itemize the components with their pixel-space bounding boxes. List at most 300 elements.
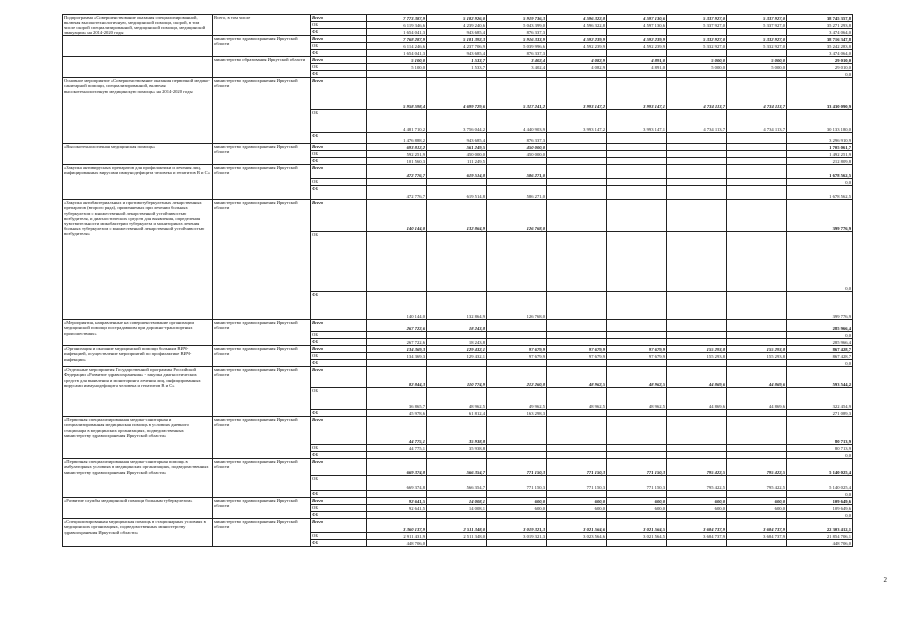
year-value-cell: 5 337 927,0 — [727, 15, 787, 22]
year-value-cell: 163 298,3 — [487, 410, 547, 417]
year-value-cell — [727, 491, 787, 498]
year-value-cell — [607, 292, 667, 320]
year-value-cell — [667, 320, 727, 332]
year-value-cell: 4 734 113,7 — [727, 78, 787, 110]
year-value-cell: 4 734 113,7 — [727, 110, 787, 133]
year-value-cell — [667, 512, 727, 519]
year-value-cell: 586 271,0 — [487, 186, 547, 200]
total-value-cell: 0,0 — [787, 332, 853, 339]
year-value-cell: 126 768,0 — [487, 200, 547, 232]
year-value-cell: 5 182 926,0 — [427, 15, 487, 22]
year-value-cell: 5 100,0 — [367, 57, 427, 64]
year-value-cell: 5 332 927,0 — [667, 43, 727, 50]
year-value-cell — [427, 332, 487, 339]
year-value-cell: 267 722,6 — [367, 320, 427, 332]
funding-source-cell: Всего — [311, 459, 367, 476]
year-value-cell — [727, 50, 787, 57]
table-row — [63, 367, 853, 388]
total-value-cell: 867 428,7 — [787, 353, 853, 360]
year-value-cell — [427, 360, 487, 367]
year-value-cell: 619 514,8 — [427, 186, 487, 200]
year-value-cell: 134 369,3 — [367, 346, 427, 353]
year-value-cell: 943 685,4 — [427, 29, 487, 36]
total-value-cell: 0,0 — [787, 71, 853, 78]
year-value-cell: 5 181 392,3 — [427, 36, 487, 43]
year-value-cell — [667, 144, 727, 151]
year-value-cell: 267 722,6 — [367, 339, 427, 346]
measure-name-cell: «Первичная специализированная медико-санитарная и специализированная медицинская помощь в условиях дневного стационара в медицинских организациях, подведомственных министерству здравоохранения Иркутской области» — [63, 417, 213, 459]
year-value-cell: 48 962,5 — [607, 388, 667, 410]
year-value-cell — [547, 144, 607, 151]
year-value-cell — [547, 71, 607, 78]
measure-name-cell: «Специализированная медицинская помощь в стационарных условиях в медицинских организациях, подведомственных министерству здравоохранения Иркутской области» — [63, 519, 213, 547]
year-value-cell: 619 514,8 — [427, 165, 487, 179]
total-value-cell: 0,0 — [787, 512, 853, 519]
funding-source-cell: ФБ — [311, 158, 367, 165]
year-value-cell: 4 734 113,7 — [667, 110, 727, 133]
total-value-cell: 593 544,2 — [787, 367, 853, 388]
executor-cell: Всего, в том числе — [213, 15, 311, 36]
year-value-cell: 155 293,8 — [727, 353, 787, 360]
total-value-cell: 1 678 562,5 — [787, 186, 853, 200]
table-row — [63, 498, 853, 505]
year-value-cell — [607, 179, 667, 186]
total-value-cell: 3 474 064,0 — [787, 50, 853, 57]
year-value-cell — [487, 179, 547, 186]
year-value-cell — [547, 158, 607, 165]
year-value-cell: 18 243,8 — [427, 339, 487, 346]
year-value-cell: 5 000,0 — [667, 64, 727, 71]
year-value-cell — [427, 71, 487, 78]
year-value-cell — [607, 540, 667, 547]
year-value-cell: 600,0 — [667, 505, 727, 512]
funding-source-cell: ОБ — [311, 43, 367, 50]
year-value-cell — [547, 165, 607, 179]
total-value-cell: 29 010,0 — [787, 64, 853, 71]
year-value-cell: 5 916 333,9 — [487, 36, 547, 43]
year-value-cell: 876 337,3 — [487, 50, 547, 57]
year-value-cell: 4 891,0 — [607, 57, 667, 64]
total-value-cell: 1 492 251,9 — [787, 151, 853, 158]
total-value-cell: 212 809,8 — [787, 158, 853, 165]
year-value-cell — [547, 339, 607, 346]
year-value-cell: 1 533,7 — [427, 64, 487, 71]
year-value-cell: 3 360 137,9 — [367, 519, 427, 533]
year-value-cell — [547, 332, 607, 339]
funding-source-cell: ОБ — [311, 22, 367, 29]
year-value-cell: 7 768 287,9 — [367, 36, 427, 43]
year-value-cell — [727, 29, 787, 36]
year-value-cell: 3 684 737,9 — [667, 519, 727, 533]
year-value-cell: 35 938,8 — [427, 445, 487, 452]
year-value-cell: 3 684 737,9 — [667, 533, 727, 540]
funding-source-cell: ОБ — [311, 179, 367, 186]
year-value-cell: 600,0 — [607, 505, 667, 512]
year-value-cell: 561 249,5 — [427, 144, 487, 151]
table-row — [63, 144, 853, 151]
year-value-cell: 6 114 246,6 — [367, 43, 427, 50]
year-value-cell — [667, 540, 727, 547]
year-value-cell — [547, 540, 607, 547]
year-value-cell — [607, 445, 667, 452]
total-value-cell: 0,0 — [787, 179, 853, 186]
year-value-cell: 3 402,4 — [487, 64, 547, 71]
year-value-cell: 111 249,5 — [427, 158, 487, 165]
year-value-cell — [547, 133, 607, 144]
year-value-cell: 566 354,7 — [427, 459, 487, 476]
year-value-cell: 600,0 — [607, 498, 667, 505]
year-value-cell — [667, 360, 727, 367]
executor-cell: министерство образования Иркутской области — [213, 57, 311, 78]
year-value-cell — [607, 144, 667, 151]
year-value-cell: 212 260,8 — [487, 367, 547, 388]
year-value-cell: 5 000,0 — [727, 57, 787, 64]
year-value-cell: 4 699 729,6 — [427, 78, 487, 110]
year-value-cell: 771 150,3 — [487, 476, 547, 491]
year-value-cell: 592 251,9 — [367, 151, 427, 158]
year-value-cell — [607, 452, 667, 459]
year-value-cell: 4 239 240,6 — [427, 22, 487, 29]
measure-name-cell: Подпрограмма «Совершенствование оказания специализированной, включая высокотехнологичную, медицинской помощи, скорой, в том числе скорой специализированной, медицинской помощи, медицинской эвакуации» на 2014-2020 годы — [63, 15, 213, 36]
year-value-cell — [547, 452, 607, 459]
year-value-cell — [367, 179, 427, 186]
table-row — [63, 417, 853, 445]
year-value-cell: 3 023 564,6 — [547, 533, 607, 540]
funding-source-cell: ФБ — [311, 292, 367, 320]
year-value-cell: 44 869,6 — [667, 367, 727, 388]
year-value-cell: 3 993 147,2 — [547, 110, 607, 133]
funding-source-cell: Всего — [311, 144, 367, 151]
year-value-cell — [607, 165, 667, 179]
funding-source-cell: Всего — [311, 200, 367, 232]
total-value-cell: 448 706,0 — [787, 540, 853, 547]
year-value-cell — [427, 179, 487, 186]
year-value-cell: 5 919 736,3 — [487, 15, 547, 22]
year-value-cell: 92 641,5 — [367, 498, 427, 505]
year-value-cell — [547, 232, 607, 292]
year-value-cell — [727, 179, 787, 186]
year-value-cell: 3 019 321,3 — [487, 519, 547, 533]
total-value-cell: 33 430 090,9 — [787, 78, 853, 110]
funding-source-cell: ФБ — [311, 410, 367, 417]
year-value-cell — [487, 158, 547, 165]
measure-name-cell: «Первичная специализированная медико-санитарная помощь в амбулаторных условиях в медицинских организациях, подведомственных министерству здравоохранения Иркутской области» — [63, 459, 213, 498]
executor-cell: министерство здравоохранения Иркутской области — [213, 36, 311, 57]
measure-name-cell: «Закупка антивирусных препаратов для профилактики и лечения лиц, инфицированных вирусами иммунодефицита человека и гепатитов В и С» — [63, 165, 213, 200]
year-value-cell: 771 150,3 — [607, 459, 667, 476]
year-value-cell: 771 150,3 — [547, 476, 607, 491]
year-value-cell: 600,0 — [487, 498, 547, 505]
funding-source-cell: Всего — [311, 367, 367, 388]
year-value-cell — [727, 151, 787, 158]
year-value-cell — [607, 491, 667, 498]
funding-source-cell: Всего — [311, 417, 367, 445]
year-value-cell: 2 511 348,0 — [427, 519, 487, 533]
total-value-cell: 0,0 — [787, 360, 853, 367]
year-value-cell: 5 039 996,6 — [487, 43, 547, 50]
year-value-cell: 14 008,1 — [427, 505, 487, 512]
year-value-cell: 472 776,7 — [367, 165, 427, 179]
total-value-cell: 35 242 283,8 — [787, 43, 853, 50]
budget-table-body — [63, 15, 853, 547]
total-value-cell: 80 713,9 — [787, 417, 853, 445]
year-value-cell: 1 533,7 — [427, 57, 487, 64]
table-row — [63, 15, 853, 22]
year-value-cell: 35 938,8 — [427, 417, 487, 445]
year-value-cell — [487, 71, 547, 78]
year-value-cell — [667, 292, 727, 320]
year-value-cell — [367, 71, 427, 78]
year-value-cell — [427, 512, 487, 519]
year-value-cell: 4 891,0 — [607, 64, 667, 71]
year-value-cell: 97 679,9 — [547, 346, 607, 353]
year-value-cell — [727, 200, 787, 232]
year-value-cell — [667, 491, 727, 498]
year-value-cell: 1 654 041,3 — [367, 50, 427, 57]
total-value-cell: 109 649,6 — [787, 505, 853, 512]
year-value-cell: 155 293,8 — [667, 346, 727, 353]
year-value-cell: 3 021 564,5 — [607, 533, 667, 540]
year-value-cell — [367, 512, 427, 519]
year-value-cell: 876 337,3 — [487, 29, 547, 36]
year-value-cell — [667, 200, 727, 232]
year-value-cell — [547, 200, 607, 232]
funding-source-cell: ФБ — [311, 50, 367, 57]
year-value-cell: 4 237 706,9 — [427, 43, 487, 50]
year-value-cell: 450 000,0 — [427, 151, 487, 158]
funding-source-cell: ОБ — [311, 332, 367, 339]
year-value-cell — [487, 540, 547, 547]
year-value-cell: 129 432,1 — [427, 346, 487, 353]
year-value-cell: 45 978,6 — [367, 410, 427, 417]
total-value-cell: 285 966,4 — [787, 339, 853, 346]
year-value-cell — [727, 144, 787, 151]
year-value-cell: 4 596 322,8 — [547, 22, 607, 29]
year-value-cell: 3 993 147,2 — [547, 78, 607, 110]
year-value-cell — [547, 151, 607, 158]
year-value-cell: 771 150,3 — [487, 459, 547, 476]
executor-cell: министерство здравоохранения Иркутской области — [213, 320, 311, 346]
year-value-cell — [547, 491, 607, 498]
year-value-cell — [667, 179, 727, 186]
year-value-cell: 4 592 239,9 — [547, 36, 607, 43]
year-value-cell: 943 685,4 — [427, 50, 487, 57]
funding-source-cell: ОБ — [311, 110, 367, 133]
funding-source-cell: ФБ — [311, 540, 367, 547]
table-row — [63, 57, 853, 64]
year-value-cell — [427, 232, 487, 292]
executor-cell: министерство здравоохранения Иркутской области — [213, 519, 311, 547]
year-value-cell — [727, 360, 787, 367]
year-value-cell — [727, 133, 787, 144]
executor-cell: министерство здравоохранения Иркутской области — [213, 200, 311, 320]
year-value-cell: 48 962,5 — [547, 367, 607, 388]
year-value-cell — [487, 512, 547, 519]
funding-source-cell: ФБ — [311, 133, 367, 144]
year-value-cell: 771 150,3 — [547, 459, 607, 476]
year-value-cell: 5 332 927,0 — [727, 36, 787, 43]
funding-source-cell: ОБ — [311, 505, 367, 512]
year-value-cell — [667, 417, 727, 445]
funding-source-cell: Всего — [311, 165, 367, 179]
year-value-cell: 110 774,9 — [427, 367, 487, 388]
table-row — [63, 36, 853, 43]
year-value-cell — [547, 292, 607, 320]
year-value-cell: 49 962,5 — [487, 388, 547, 410]
year-value-cell: 132 864,9 — [427, 292, 487, 320]
year-value-cell: 140 144,0 — [367, 200, 427, 232]
year-value-cell — [607, 151, 667, 158]
year-value-cell — [727, 540, 787, 547]
year-value-cell — [547, 360, 607, 367]
measure-name-cell: «Организация и оказание медицинской помощи больным ВИЧ-инфекцией, осуществление мероприятий по профилактике ВИЧ-инфекции» — [63, 346, 213, 367]
year-value-cell: 795 422,5 — [667, 459, 727, 476]
measure-name-cell — [63, 57, 213, 78]
year-value-cell: 126 768,0 — [487, 292, 547, 320]
year-value-cell — [427, 491, 487, 498]
year-value-cell — [607, 339, 667, 346]
year-value-cell — [727, 410, 787, 417]
year-value-cell: 4 592 239,9 — [547, 43, 607, 50]
year-value-cell: 3 402,4 — [487, 57, 547, 64]
year-value-cell — [367, 360, 427, 367]
year-value-cell: 795 422,5 — [727, 476, 787, 491]
total-value-cell: 38 716 347,8 — [787, 36, 853, 43]
year-value-cell — [487, 339, 547, 346]
year-value-cell: 132 864,9 — [427, 200, 487, 232]
year-value-cell — [547, 186, 607, 200]
year-value-cell: 4 481 710,2 — [367, 110, 427, 133]
executor-cell: министерство здравоохранения Иркутской области — [213, 346, 311, 367]
year-value-cell — [727, 186, 787, 200]
funding-source-cell: ОБ — [311, 353, 367, 360]
year-value-cell: 2 511 348,0 — [427, 533, 487, 540]
year-value-cell — [667, 452, 727, 459]
year-value-cell — [727, 158, 787, 165]
total-value-cell: 80 713,9 — [787, 445, 853, 452]
funding-source-cell: ФБ — [311, 71, 367, 78]
year-value-cell — [727, 320, 787, 332]
year-value-cell — [547, 445, 607, 452]
year-value-cell: 97 679,9 — [607, 346, 667, 353]
year-value-cell: 448 706,0 — [367, 540, 427, 547]
year-value-cell: 943 685,4 — [427, 133, 487, 144]
year-value-cell: 4 440 903,9 — [487, 110, 547, 133]
year-value-cell — [547, 512, 607, 519]
year-value-cell — [367, 332, 427, 339]
total-value-cell: 3 296 910,9 — [787, 133, 853, 144]
measure-name-cell — [63, 36, 213, 57]
year-value-cell: 669 374,8 — [367, 476, 427, 491]
year-value-cell — [667, 165, 727, 179]
year-value-cell: 155 293,8 — [667, 353, 727, 360]
year-value-cell: 4 597 130,6 — [607, 15, 667, 22]
year-value-cell: 5 043 399,0 — [487, 22, 547, 29]
executor-cell: министерство здравоохранения Иркутской области — [213, 165, 311, 200]
year-value-cell: 101 560,3 — [367, 158, 427, 165]
executor-cell: министерство здравоохранения Иркутской области — [213, 498, 311, 519]
table-row — [63, 320, 853, 332]
year-value-cell: 155 293,8 — [727, 346, 787, 353]
year-value-cell — [607, 232, 667, 292]
year-value-cell: 5 337 927,0 — [667, 22, 727, 29]
funding-source-cell: ФБ — [311, 339, 367, 346]
year-value-cell — [667, 339, 727, 346]
year-value-cell: 600,0 — [727, 498, 787, 505]
total-value-cell: 38 745 357,8 — [787, 15, 853, 22]
year-value-cell — [607, 186, 667, 200]
total-value-cell: 867 428,7 — [787, 346, 853, 353]
year-value-cell — [727, 332, 787, 339]
year-value-cell: 669 374,8 — [367, 459, 427, 476]
year-value-cell: 586 271,0 — [487, 165, 547, 179]
year-value-cell: 44 775,1 — [367, 417, 427, 445]
year-value-cell: 566 354,7 — [427, 476, 487, 491]
total-value-cell: 399 776,9 — [787, 200, 853, 232]
table-row — [63, 346, 853, 353]
year-value-cell: 14 008,1 — [427, 498, 487, 505]
year-value-cell — [727, 232, 787, 292]
year-value-cell: 18 243,8 — [427, 320, 487, 332]
year-value-cell: 600,0 — [667, 498, 727, 505]
year-value-cell — [607, 417, 667, 445]
year-value-cell — [607, 200, 667, 232]
year-value-cell — [667, 232, 727, 292]
year-value-cell — [547, 410, 607, 417]
table-row — [63, 519, 853, 533]
year-value-cell — [427, 540, 487, 547]
year-value-cell: 5 100,0 — [367, 64, 427, 71]
total-value-cell: 271 089,3 — [787, 410, 853, 417]
total-value-cell: 29 010,0 — [787, 57, 853, 64]
year-value-cell: 693 812,2 — [367, 144, 427, 151]
year-value-cell — [547, 417, 607, 445]
funding-source-cell: Всего — [311, 78, 367, 110]
funding-source-cell: ФБ — [311, 29, 367, 36]
page-number: 2 — [883, 576, 887, 584]
year-value-cell: 48 962,5 — [427, 388, 487, 410]
year-value-cell — [727, 417, 787, 445]
year-value-cell: 795 422,5 — [667, 476, 727, 491]
total-value-cell: 1 678 562,5 — [787, 165, 853, 179]
year-value-cell: 3 021 564,6 — [547, 519, 607, 533]
year-value-cell — [487, 320, 547, 332]
year-value-cell: 5 337 927,0 — [727, 22, 787, 29]
funding-source-cell: Всего — [311, 519, 367, 533]
year-value-cell: 600,0 — [547, 498, 607, 505]
total-value-cell: 22 303 412,1 — [787, 519, 853, 533]
executor-cell: министерство здравоохранения Иркутской области — [213, 459, 311, 498]
year-value-cell: 82 844,3 — [367, 367, 427, 388]
year-value-cell — [607, 332, 667, 339]
year-value-cell — [667, 50, 727, 57]
year-value-cell: 4 734 113,7 — [667, 78, 727, 110]
year-value-cell: 3 019 321,3 — [487, 533, 547, 540]
year-value-cell: 472 776,7 — [367, 186, 427, 200]
year-value-cell: 48 962,5 — [607, 367, 667, 388]
year-value-cell: 44 869,6 — [667, 388, 727, 410]
year-value-cell: 97 679,9 — [547, 353, 607, 360]
year-value-cell: 795 422,5 — [727, 459, 787, 476]
year-value-cell — [427, 452, 487, 459]
year-value-cell: 97 679,9 — [607, 353, 667, 360]
year-value-cell: 36 865,7 — [367, 388, 427, 410]
year-value-cell — [727, 292, 787, 320]
year-value-cell — [667, 332, 727, 339]
year-value-cell — [607, 29, 667, 36]
year-value-cell: 44 775,1 — [367, 445, 427, 452]
year-value-cell: 4 597 130,6 — [607, 22, 667, 29]
